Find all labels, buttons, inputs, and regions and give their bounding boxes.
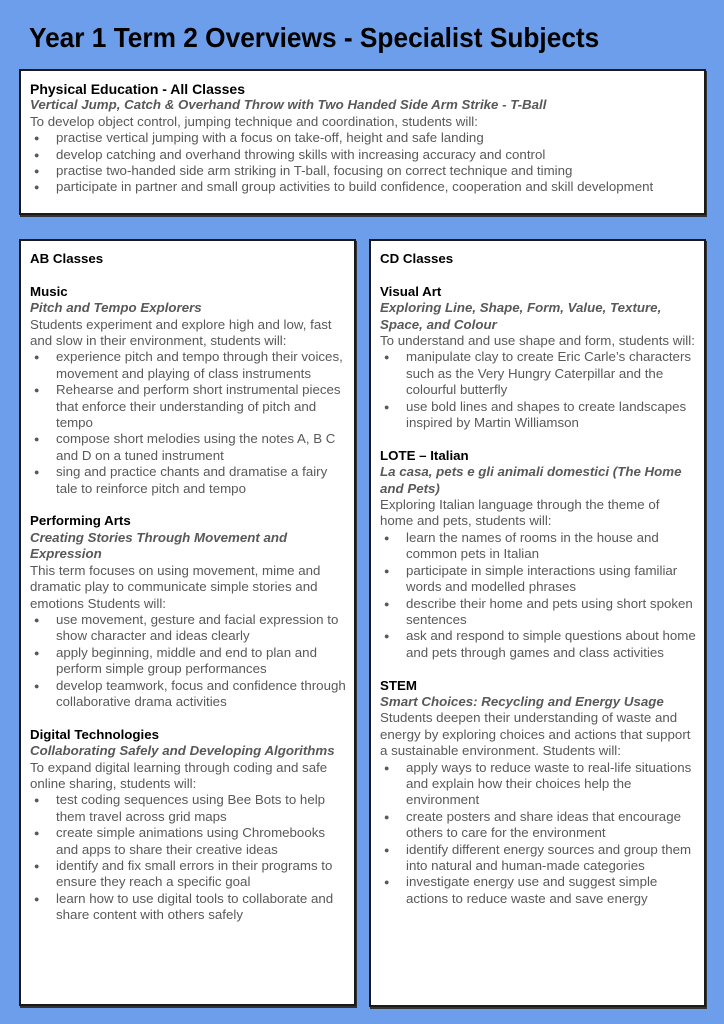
list-item: ● ask and respond to simple questions about home and pets through games and class activities — [380, 628, 696, 661]
stem-section — [380, 678, 696, 908]
list-item: ● use movement, gesture and facial expression to show character and ideas clearly — [30, 612, 346, 645]
unit-title: Smart Choices: Recycling and Energy Usage — [380, 693, 664, 709]
cd-classes-box — [369, 239, 706, 1007]
subject-title: STEM — [380, 677, 417, 693]
unit-title: La casa, pets e gli animali domestici (The Home and Pets) — [380, 464, 682, 496]
list-item: ● apply ways to reduce waste to real-life situations and explain how their choices help the environment — [380, 760, 696, 809]
section-intro: This term focuses on using movement, mime and dramatic play to communicate simple stories and emotions Students will: — [30, 562, 321, 611]
section-intro: Students deepen their understanding of waste and energy by exploring choices and actions that support a sustainable environment. Students will: — [380, 710, 691, 759]
section-intro: To understand and use shape and form, students will: — [380, 333, 695, 349]
performing-arts-section — [30, 513, 346, 710]
list-item: ● participate in partner and small group activities to build confidence, cooperation and skill development — [30, 179, 696, 195]
list-item: ● practise two-handed side arm striking in T-ball, focusing on correct technique and timing — [30, 163, 696, 179]
pe-intro: To develop object control, jumping technique and coordination, students will: — [30, 113, 478, 129]
pe-overview-box — [19, 69, 706, 215]
outcomes-list — [30, 349, 346, 497]
ab-classes-box — [19, 239, 356, 1006]
cd-classes-heading: CD Classes — [380, 251, 454, 266]
outcomes-list — [380, 760, 696, 908]
section-intro: Students experiment and explore high and low, fast and slow in their environment, students will: — [30, 316, 332, 349]
section-intro: Exploring Italian language through the theme of home and pets, students will: — [380, 497, 660, 529]
subject-title: Performing Arts — [30, 513, 131, 529]
pe-outcomes-list — [30, 130, 696, 196]
list-item: ● manipulate clay to create Eric Carle’s characters such as the Very Hungry Caterpillar and the colourful butterfly — [380, 349, 696, 398]
unit-title: Pitch and Tempo Explorers — [30, 300, 202, 316]
outcomes-list — [380, 349, 696, 431]
subject-title: Visual Art — [380, 283, 442, 299]
list-item: ● create simple animations using Chromebooks and apps to share their creative ideas — [30, 825, 346, 858]
list-item: ● practise vertical jumping with a focus on take-off, height and safe landing — [30, 130, 696, 146]
list-item: ● identify and fix small errors in their programs to ensure they reach a specific goal — [30, 858, 346, 891]
list-item: ● learn how to use digital tools to collaborate and share content with others safely — [30, 891, 346, 924]
ab-classes-heading: AB Classes — [30, 251, 104, 266]
list-item: ● apply beginning, middle and end to plan and perform simple group performances — [30, 645, 346, 678]
list-item: ● identify different energy sources and group them into natural and human-made categories — [380, 842, 696, 875]
list-item: ● describe their home and pets using short spoken sentences — [380, 596, 696, 629]
pe-unit-title: Vertical Jump, Catch & Overhand Throw with Two Handed Side Arm Strike - T-Ball — [30, 97, 547, 113]
list-item: ● use bold lines and shapes to create landscapes inspired by Martin Williamson — [380, 399, 696, 432]
list-item: ● participate in simple interactions using familiar words and modelled phrases — [380, 563, 696, 596]
list-item: ● develop catching and overhand throwing skills with increasing accuracy and control — [30, 147, 696, 163]
page-title: Year 1 Term 2 Overviews - Specialist Subjects — [29, 22, 600, 53]
subject-title: Digital Technologies — [30, 726, 160, 742]
list-item: ● compose short melodies using the notes A, B C and D on a tuned instrument — [30, 431, 346, 464]
pe-subject-title: Physical Education - All Classes — [30, 81, 246, 97]
lote-italian-section — [380, 448, 696, 661]
list-item: ● develop teamwork, focus and confidence through collaborative drama activities — [30, 678, 346, 711]
list-item: ● learn the names of rooms in the house and common pets in Italian — [380, 530, 696, 563]
section-intro: To expand digital learning through coding and safe online sharing, students will: — [30, 759, 328, 791]
subject-title: LOTE – Italian — [380, 447, 469, 463]
list-item: ● experience pitch and tempo through their voices, movement and playing of class instruments — [30, 349, 346, 382]
outcomes-list — [380, 530, 696, 661]
digital-technologies-section — [30, 727, 346, 924]
list-item: ● Rehearse and perform short instrumental pieces that enforce their understanding of pitch and tempo — [30, 382, 346, 431]
visual-art-section — [380, 284, 696, 432]
unit-title: Exploring Line, Shape, Form, Value, Texture, Space, and Colour — [380, 300, 662, 332]
list-item: ● sing and practice chants and dramatise a fairy tale to reinforce pitch and tempo — [30, 464, 346, 497]
list-item: ● create posters and share ideas that encourage others to care for the environment — [380, 809, 696, 842]
music-section — [30, 284, 346, 497]
list-item: ● test coding sequences using Bee Bots to help them travel across grid maps — [30, 792, 346, 825]
list-item: ● investigate energy use and suggest simple actions to reduce waste and save energy — [380, 874, 696, 907]
outcomes-list — [30, 792, 346, 923]
unit-title: Collaborating Safely and Developing Algorithms — [30, 743, 335, 759]
outcomes-list — [30, 612, 346, 710]
subject-title: Music — [30, 283, 68, 299]
unit-title: Creating Stories Through Movement and Expression — [30, 529, 288, 562]
